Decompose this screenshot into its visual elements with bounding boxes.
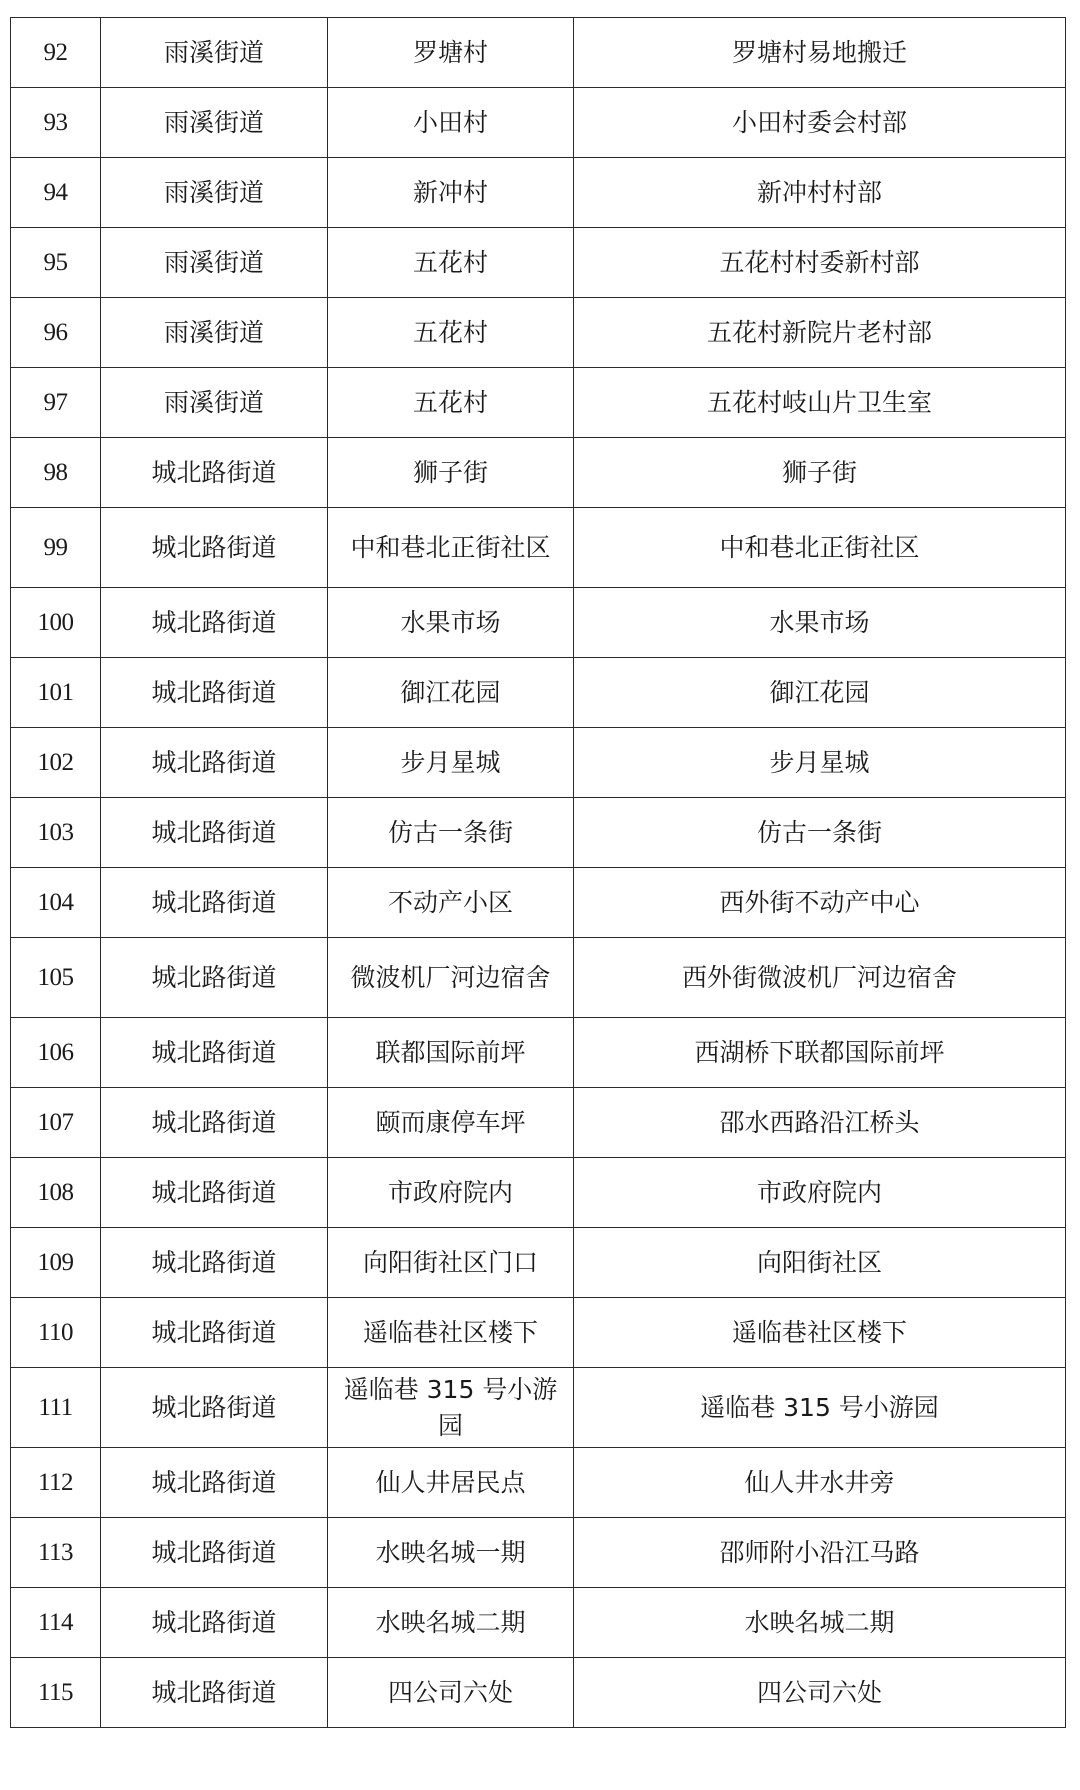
location-cell: 遥临巷 315 号小游园: [574, 1368, 1066, 1448]
street-cell: 城北路街道: [101, 588, 328, 658]
street-cell: 城北路街道: [101, 868, 328, 938]
row-number-cell: 94: [11, 158, 101, 228]
community-cell: 罗塘村: [328, 18, 574, 88]
row-number-cell: 114: [11, 1588, 101, 1658]
table-row: [11, 1448, 1066, 1518]
street-cell: 城北路街道: [101, 1518, 328, 1588]
location-cell: 西外街不动产中心: [574, 868, 1066, 938]
location-cell: 水果市场: [574, 588, 1066, 658]
street-cell: 城北路街道: [101, 1158, 328, 1228]
row-number-cell: 95: [11, 228, 101, 298]
street-cell: 城北路街道: [101, 1658, 328, 1728]
row-number-cell: 100: [11, 588, 101, 658]
community-cell: 联都国际前坪: [328, 1018, 574, 1088]
street-cell: 雨溪街道: [101, 298, 328, 368]
table-row: [11, 658, 1066, 728]
community-cell: 水映名城二期: [328, 1588, 574, 1658]
row-number-cell: 111: [11, 1368, 101, 1448]
table-row: [11, 868, 1066, 938]
table-body: [11, 18, 1066, 1728]
street-cell: 雨溪街道: [101, 228, 328, 298]
row-number-cell: 105: [11, 938, 101, 1018]
row-number-cell: 110: [11, 1298, 101, 1368]
table-row: [11, 1088, 1066, 1158]
street-cell: 城北路街道: [101, 1088, 328, 1158]
sites-table: [10, 17, 1066, 1728]
street-cell: 城北路街道: [101, 1018, 328, 1088]
community-cell: 步月星城: [328, 728, 574, 798]
location-cell: 五花村新院片老村部: [574, 298, 1066, 368]
table-row: [11, 588, 1066, 658]
community-cell: 遥临巷 315 号小游园: [328, 1368, 574, 1448]
table-row: [11, 368, 1066, 438]
community-cell: 小田村: [328, 88, 574, 158]
street-cell: 城北路街道: [101, 728, 328, 798]
table-row: [11, 438, 1066, 508]
table-row: [11, 1158, 1066, 1228]
table-row: [11, 728, 1066, 798]
row-number-cell: 98: [11, 438, 101, 508]
street-cell: 城北路街道: [101, 798, 328, 868]
row-number-cell: 99: [11, 508, 101, 588]
row-number-cell: 112: [11, 1448, 101, 1518]
row-number-cell: 107: [11, 1088, 101, 1158]
location-cell: 遥临巷社区楼下: [574, 1298, 1066, 1368]
location-cell: 市政府院内: [574, 1158, 1066, 1228]
community-cell: 微波机厂河边宿舍: [328, 938, 574, 1018]
row-number-cell: 103: [11, 798, 101, 868]
street-cell: 城北路街道: [101, 1588, 328, 1658]
location-cell: 五花村村委新村部: [574, 228, 1066, 298]
community-cell: 五花村: [328, 368, 574, 438]
location-cell: 邵水西路沿江桥头: [574, 1088, 1066, 1158]
community-cell: 颐而康停车坪: [328, 1088, 574, 1158]
row-number-cell: 108: [11, 1158, 101, 1228]
row-number-cell: 109: [11, 1228, 101, 1298]
community-cell: 水映名城一期: [328, 1518, 574, 1588]
table-row: [11, 1588, 1066, 1658]
location-cell: 新冲村村部: [574, 158, 1066, 228]
street-cell: 城北路街道: [101, 438, 328, 508]
location-cell: 狮子街: [574, 438, 1066, 508]
community-cell: 不动产小区: [328, 868, 574, 938]
row-number-cell: 102: [11, 728, 101, 798]
table-row: [11, 1298, 1066, 1368]
row-number-cell: 92: [11, 18, 101, 88]
street-cell: 城北路街道: [101, 1368, 328, 1448]
row-number-cell: 104: [11, 868, 101, 938]
location-cell: 罗塘村易地搬迁: [574, 18, 1066, 88]
table-row: [11, 88, 1066, 158]
location-cell: 仙人井水井旁: [574, 1448, 1066, 1518]
row-number-cell: 101: [11, 658, 101, 728]
community-cell: 御江花园: [328, 658, 574, 728]
community-cell: 新冲村: [328, 158, 574, 228]
community-cell: 五花村: [328, 298, 574, 368]
community-cell: 仿古一条街: [328, 798, 574, 868]
location-cell: 小田村委会村部: [574, 88, 1066, 158]
table-row: [11, 228, 1066, 298]
table-row: [11, 1368, 1066, 1448]
community-cell: 仙人井居民点: [328, 1448, 574, 1518]
location-cell: 西湖桥下联都国际前坪: [574, 1018, 1066, 1088]
community-cell: 狮子街: [328, 438, 574, 508]
community-cell: 遥临巷社区楼下: [328, 1298, 574, 1368]
table-row: [11, 158, 1066, 228]
location-cell: 西外街微波机厂河边宿舍: [574, 938, 1066, 1018]
street-cell: 雨溪街道: [101, 88, 328, 158]
row-number-cell: 93: [11, 88, 101, 158]
street-cell: 城北路街道: [101, 1298, 328, 1368]
community-cell: 水果市场: [328, 588, 574, 658]
table-row: [11, 938, 1066, 1018]
table-row: [11, 1018, 1066, 1088]
community-cell: 四公司六处: [328, 1658, 574, 1728]
row-number-cell: 113: [11, 1518, 101, 1588]
location-cell: 向阳街社区: [574, 1228, 1066, 1298]
row-number-cell: 97: [11, 368, 101, 438]
community-cell: 中和巷北正街社区: [328, 508, 574, 588]
street-cell: 雨溪街道: [101, 158, 328, 228]
location-cell: 水映名城二期: [574, 1588, 1066, 1658]
table-row: [11, 18, 1066, 88]
table-row: [11, 1228, 1066, 1298]
location-cell: 御江花园: [574, 658, 1066, 728]
location-cell: 中和巷北正街社区: [574, 508, 1066, 588]
community-cell: 向阳街社区门口: [328, 1228, 574, 1298]
row-number-cell: 96: [11, 298, 101, 368]
table-row: [11, 508, 1066, 588]
street-cell: 城北路街道: [101, 938, 328, 1018]
row-number-cell: 106: [11, 1018, 101, 1088]
location-cell: 四公司六处: [574, 1658, 1066, 1728]
table-row: [11, 1518, 1066, 1588]
location-cell: 五花村岐山片卫生室: [574, 368, 1066, 438]
street-cell: 城北路街道: [101, 1228, 328, 1298]
table-row: [11, 1658, 1066, 1728]
location-cell: 邵师附小沿江马路: [574, 1518, 1066, 1588]
street-cell: 城北路街道: [101, 508, 328, 588]
location-cell: 步月星城: [574, 728, 1066, 798]
street-cell: 城北路街道: [101, 658, 328, 728]
row-number-cell: 115: [11, 1658, 101, 1728]
table-row: [11, 298, 1066, 368]
location-cell: 仿古一条街: [574, 798, 1066, 868]
street-cell: 雨溪街道: [101, 368, 328, 438]
street-cell: 城北路街道: [101, 1448, 328, 1518]
community-cell: 五花村: [328, 228, 574, 298]
community-cell: 市政府院内: [328, 1158, 574, 1228]
table-row: [11, 798, 1066, 868]
street-cell: 雨溪街道: [101, 18, 328, 88]
